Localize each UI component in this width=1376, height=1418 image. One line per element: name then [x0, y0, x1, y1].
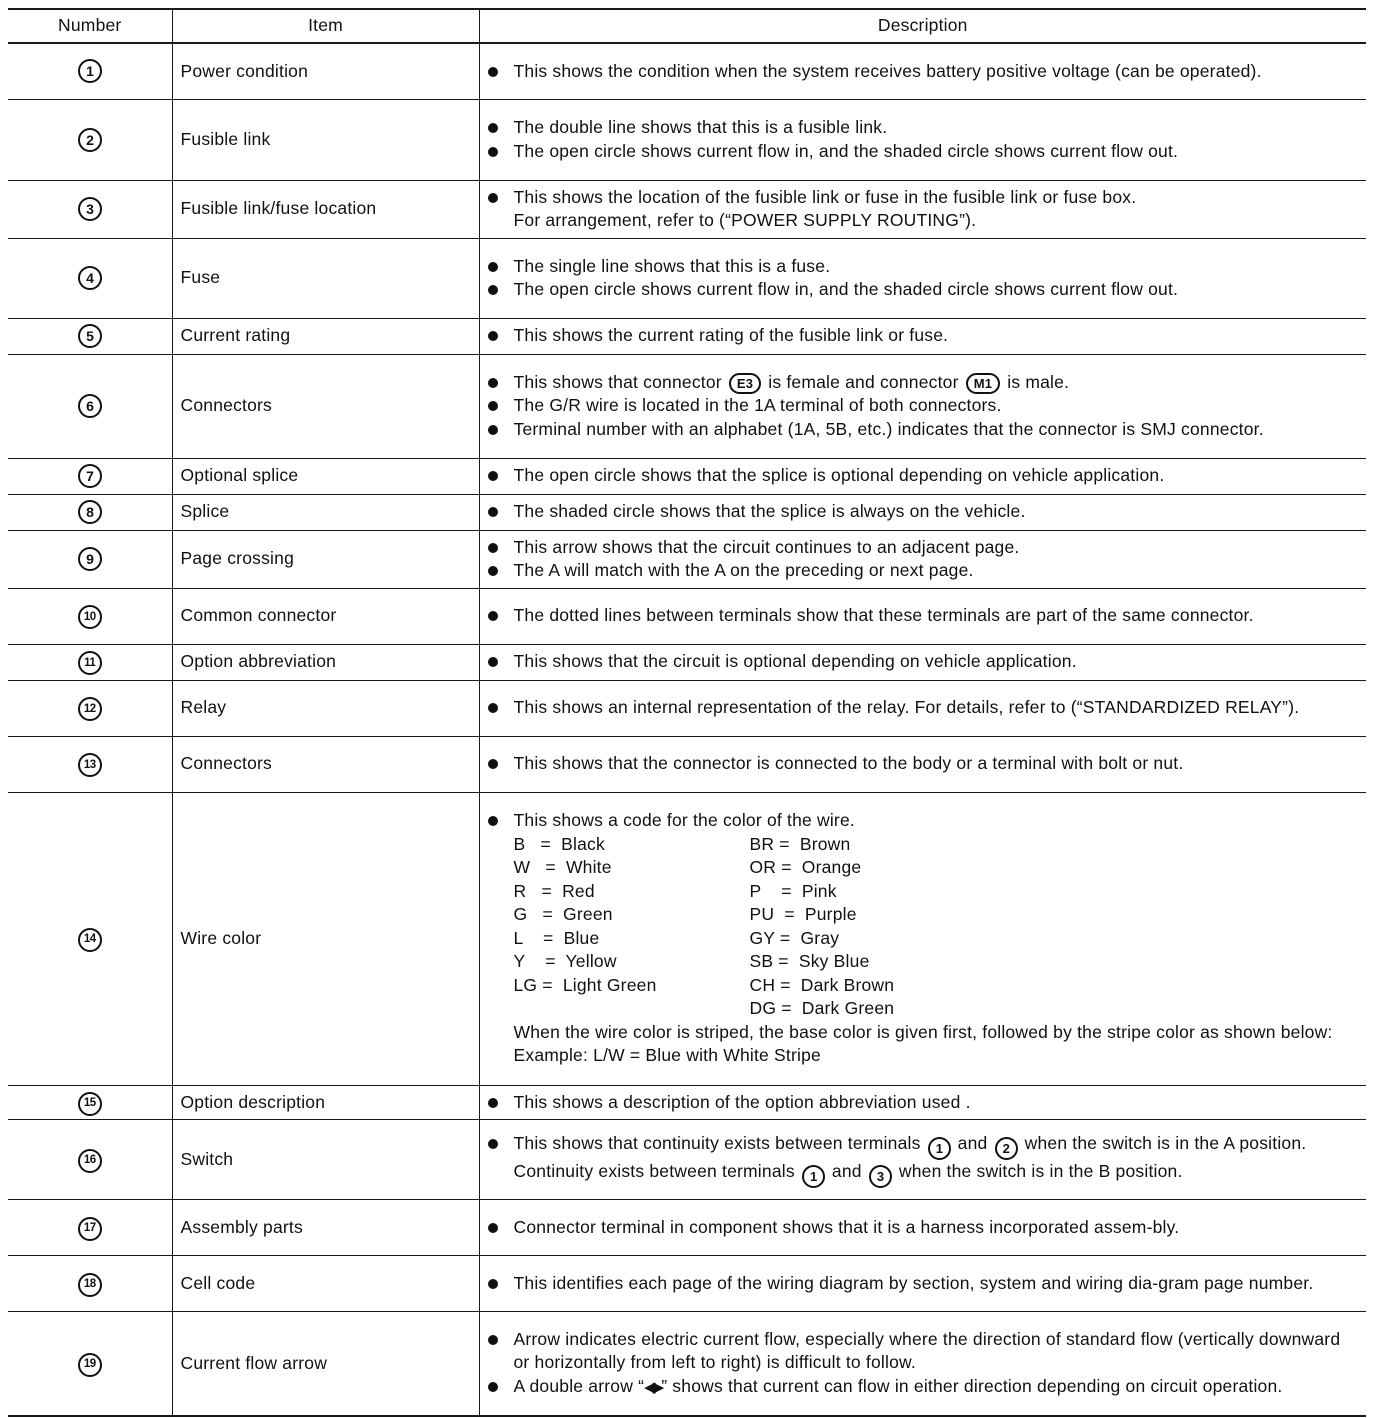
circled-number-16: 16 — [78, 1149, 102, 1173]
circled-number-11: 11 — [78, 651, 102, 675]
description-bullet: This shows the condition when the system receives battery positive voltage (can be operated). — [488, 60, 1361, 84]
double-arrow-icon: ◀▶ — [644, 1378, 662, 1396]
circled-number-15: 15 — [78, 1092, 102, 1116]
bullet-icon — [488, 1098, 498, 1108]
table-row — [8, 588, 1366, 644]
legend-table — [8, 8, 1366, 1417]
bullet-icon — [488, 611, 498, 621]
circled-number-8: 8 — [78, 500, 102, 524]
bullet-icon — [488, 566, 498, 576]
bullet-icon — [488, 331, 498, 341]
description-bullet: This shows a description of the option abbreviation used . — [488, 1091, 1361, 1115]
description-bullet: The shaded circle shows that the splice is always on the vehicle. — [488, 500, 1361, 524]
bullet-icon — [488, 67, 498, 77]
circled-number-1: 1 — [78, 59, 102, 83]
bullet-icon — [488, 543, 498, 553]
circled-number-6: 6 — [78, 394, 102, 418]
table-row — [8, 43, 1366, 99]
description-bullet: This shows the current rating of the fusible link or fuse. — [488, 324, 1361, 348]
table-row — [8, 180, 1366, 238]
terminal-2-symbol: 2 — [995, 1137, 1018, 1160]
wire-color-code: GY = Gray — [749, 927, 840, 948]
header-number: Number — [8, 9, 172, 43]
wire-color-code: P = Pink — [749, 880, 837, 901]
item-label: Connectors — [172, 354, 479, 458]
table-row — [8, 680, 1366, 736]
wire-color-code: Y = Yellow — [513, 951, 617, 972]
circled-number-18: 18 — [78, 1273, 102, 1297]
description-bullet: This identifies each page of the wiring diagram by section, system and wiring dia-gram page number. — [488, 1272, 1361, 1296]
wire-color-code: G = Green — [513, 904, 613, 925]
item-label: Assembly parts — [172, 1200, 479, 1256]
item-label: Cell code — [172, 1256, 479, 1312]
circled-number-10: 10 — [78, 605, 102, 629]
terminal-1-symbol: 1 — [802, 1165, 825, 1188]
header-description: Description — [479, 9, 1366, 43]
bullet-icon — [488, 1382, 498, 1392]
wire-color-code: BR = Brown — [749, 833, 851, 854]
circled-number-12: 12 — [78, 697, 102, 721]
circled-number-9: 9 — [78, 547, 102, 571]
terminal-3-symbol: 3 — [869, 1165, 892, 1188]
table-row — [8, 1085, 1366, 1120]
item-label: Optional splice — [172, 458, 479, 494]
wire-color-code: W = White — [513, 857, 612, 878]
description-bullet: This shows a code for the color of the wire. — [488, 809, 1361, 833]
item-label: Fusible link — [172, 99, 479, 180]
description-bullet: This shows that the connector is connected to the body or a terminal with bolt or nut. — [488, 752, 1361, 776]
table-row — [8, 644, 1366, 680]
bullet-icon — [488, 1335, 498, 1345]
bullet-icon — [488, 507, 498, 517]
terminal-1-symbol: 1 — [928, 1137, 951, 1160]
description-bullet: The single line shows that this is a fuse. — [488, 255, 1361, 279]
description-bullet: The open circle shows that the splice is optional depending on vehicle application. — [488, 464, 1361, 488]
item-label: Page crossing — [172, 530, 479, 588]
description-continuation: For arrangement, refer to (“POWER SUPPLY ROUTING”). — [513, 210, 977, 230]
wire-color-code: R = Red — [513, 880, 595, 901]
circled-number-3: 3 — [78, 197, 102, 221]
table-row — [8, 318, 1366, 354]
bullet-icon — [488, 425, 498, 435]
item-label: Fuse — [172, 238, 479, 318]
bullet-icon — [488, 193, 498, 203]
item-label: Option abbreviation — [172, 644, 479, 680]
description-bullet: This shows the location of the fusible link or fuse in the fusible link or fuse box. — [488, 186, 1361, 210]
bullet-icon — [488, 471, 498, 481]
description-bullet: The open circle shows current flow in, and the shaded circle shows current flow out. — [488, 140, 1361, 164]
description-bullet: This shows that the circuit is optional depending on vehicle application. — [488, 650, 1361, 674]
description-bullet: A double arrow “◀▶” shows that current can flow in either direction depending on circuit operation. — [488, 1375, 1361, 1400]
circled-number-4: 4 — [78, 266, 102, 290]
wire-color-code: DG = Dark Green — [749, 998, 895, 1019]
bullet-icon — [488, 401, 498, 411]
item-label: Common connector — [172, 588, 479, 644]
item-label: Wire color — [172, 792, 479, 1085]
wire-color-code: L = Blue — [513, 927, 600, 948]
bullet-icon — [488, 703, 498, 713]
table-row — [8, 354, 1366, 458]
table-row — [8, 792, 1366, 1085]
item-label: Current rating — [172, 318, 479, 354]
stripe-example: Example: L/W = Blue with White Stripe — [513, 1045, 821, 1066]
item-label: Switch — [172, 1120, 479, 1200]
description-bullet: The G/R wire is located in the 1A terminal of both connectors. — [488, 394, 1361, 418]
description-bullet: This arrow shows that the circuit continues to an adjacent page. — [488, 536, 1361, 560]
table-row — [8, 736, 1366, 792]
bullet-icon — [488, 123, 498, 133]
header-item: Item — [172, 9, 479, 43]
bullet-icon — [488, 657, 498, 667]
circled-number-2: 2 — [78, 128, 102, 152]
bullet-icon — [488, 285, 498, 295]
item-label: Power condition — [172, 43, 479, 99]
wire-color-code: OR = Orange — [749, 857, 862, 878]
wire-color-column-left — [514, 833, 750, 1021]
bullet-icon — [488, 262, 498, 272]
bullet-icon — [488, 147, 498, 157]
circled-number-19: 19 — [78, 1353, 102, 1377]
table-row — [8, 1256, 1366, 1312]
wire-color-code-list — [488, 833, 1361, 1021]
bullet-icon — [488, 378, 498, 388]
description-bullet: This shows that continuity exists between terminals 1 and 2 when the switch is in the A position. Continuity exists between terminals 1 and 3 when the switch is in the B position. — [488, 1132, 1361, 1188]
table-row — [8, 1312, 1366, 1416]
header-row — [8, 9, 1366, 43]
item-label: Current flow arrow — [172, 1312, 479, 1416]
connector-m1-symbol: M1 — [966, 373, 1000, 394]
description-bullet: The open circle shows current flow in, and the shaded circle shows current flow out. — [488, 278, 1361, 302]
circled-number-7: 7 — [78, 464, 102, 488]
wire-color-code: PU = Purple — [749, 904, 857, 925]
wire-color-code: CH = Dark Brown — [749, 974, 895, 995]
circled-number-17: 17 — [78, 1217, 102, 1241]
description-bullet: Connector terminal in component shows that it is a harness incorporated assem-bly. — [488, 1216, 1361, 1240]
item-label: Splice — [172, 494, 479, 530]
table-row — [8, 1200, 1366, 1256]
item-label: Connectors — [172, 736, 479, 792]
wire-color-code: B = Black — [513, 833, 605, 854]
wire-color-code: SB = Sky Blue — [749, 951, 870, 972]
item-label: Fusible link/fuse location — [172, 180, 479, 238]
description-bullet: The double line shows that this is a fusible link. — [488, 116, 1361, 140]
item-label: Relay — [172, 680, 479, 736]
description-bullet: The dotted lines between terminals show that these terminals are part of the same connector. — [488, 604, 1361, 628]
stripe-note: When the wire color is striped, the base color is given first, followed by the stripe color as shown below: — [513, 1021, 1333, 1042]
bullet-icon — [488, 816, 498, 826]
description-bullet: This shows that connector E3 is female and connector M1 is male. — [488, 371, 1361, 395]
circled-number-5: 5 — [78, 324, 102, 348]
circled-number-14: 14 — [78, 928, 102, 952]
wire-color-code: LG = Light Green — [513, 974, 657, 995]
description-bullet: Arrow indicates electric current flow, especially where the direction of standard flow (vertically downward or horizontally from left to right) is difficult to follow. — [488, 1328, 1361, 1375]
table-row — [8, 458, 1366, 494]
table-row — [8, 530, 1366, 588]
table-row — [8, 1120, 1366, 1200]
description-bullet: This shows an internal representation of the relay. For details, refer to (“STANDARDIZED RELAY”). — [488, 696, 1361, 720]
bullet-icon — [488, 1139, 498, 1149]
connector-e3-symbol: E3 — [729, 373, 761, 394]
description-bullet: The A will match with the A on the preceding or next page. — [488, 559, 1361, 583]
table-row — [8, 494, 1366, 530]
bullet-icon — [488, 1279, 498, 1289]
description-bullet: Terminal number with an alphabet (1A, 5B, etc.) indicates that the connector is SMJ connector. — [488, 418, 1361, 442]
table-row — [8, 99, 1366, 180]
bullet-icon — [488, 759, 498, 769]
wire-color-column-right — [750, 833, 1010, 1021]
table-row — [8, 238, 1366, 318]
bullet-icon — [488, 1223, 498, 1233]
circled-number-13: 13 — [78, 753, 102, 777]
item-label: Option description — [172, 1085, 479, 1120]
